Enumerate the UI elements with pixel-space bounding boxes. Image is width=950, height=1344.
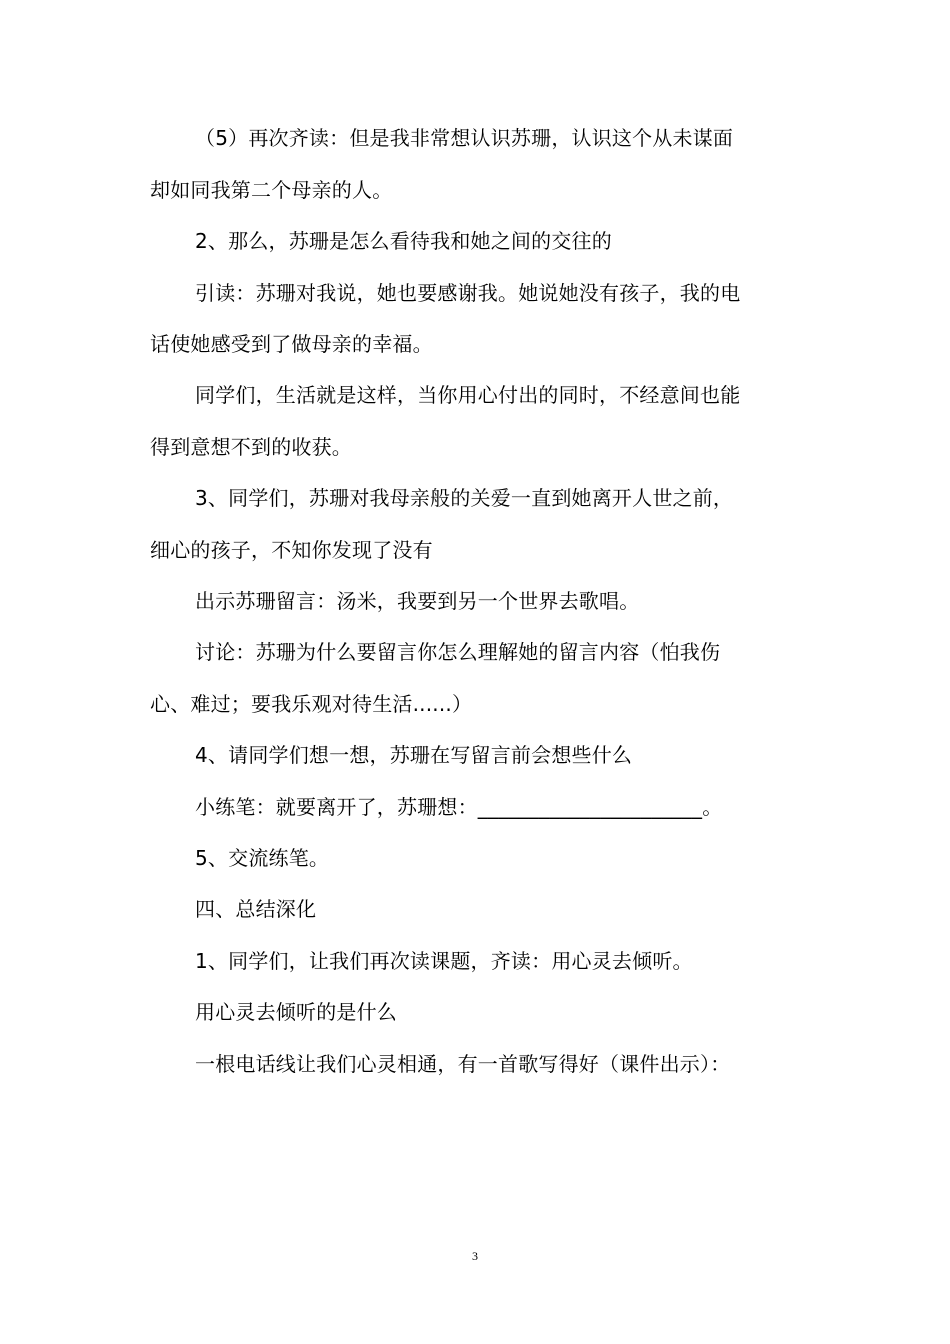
- paragraph-line: 心、难过；要我乐观对待生活......）: [150, 692, 473, 716]
- paragraph-line: 细心的孩子，不知你发现了没有: [150, 538, 433, 562]
- paragraph-line: 3、同学们，苏珊对我母亲般的关爱一直到她离开人世之前，: [195, 486, 734, 510]
- paragraph-line: 却如同我第二个母亲的人。: [150, 178, 393, 202]
- paragraph-line: 1、同学们，让我们再次读课题，齐读：用心灵去倾听。: [195, 949, 693, 973]
- paragraph-line: 引读：苏珊对我说，她也要感谢我。她说她没有孩子，我的电: [195, 281, 741, 305]
- paragraph-line: 话使她感受到了做母亲的幸福。: [150, 332, 433, 356]
- page-number: 3: [472, 1249, 478, 1263]
- paragraph-line: 4、请同学们想一想，苏珊在写留言前会想些什么: [195, 743, 633, 767]
- paragraph-line: 用心灵去倾听的是什么: [195, 1000, 397, 1024]
- paragraph-line: 出示苏珊留言：汤米，我要到另一个世界去歌唱。: [195, 589, 640, 613]
- paragraph-line: 得到意想不到的收获。: [150, 435, 352, 459]
- paragraph-line: 讨论：苏珊为什么要留言你怎么理解她的留言内容（怕我伤: [195, 640, 721, 664]
- paragraph-line: 同学们，生活就是这样，当你用心付出的同时，不经意间也能: [195, 383, 741, 407]
- paragraph-line: （5）再次齐读：但是我非常想认识苏珊，认识这个从未谋面: [195, 126, 734, 150]
- section-heading: 四、总结深化: [195, 897, 317, 921]
- paragraph-line: 5、交流练笔。: [195, 846, 330, 870]
- paragraph-line: 2、那么，苏珊是怎么看待我和她之间的交往的: [195, 229, 612, 253]
- paragraph-line: 一根电话线让我们心灵相通，有一首歌写得好（课件出示）：: [195, 1052, 731, 1076]
- paragraph-line: 小练笔：就要离开了，苏珊想：______________________。: [195, 795, 723, 819]
